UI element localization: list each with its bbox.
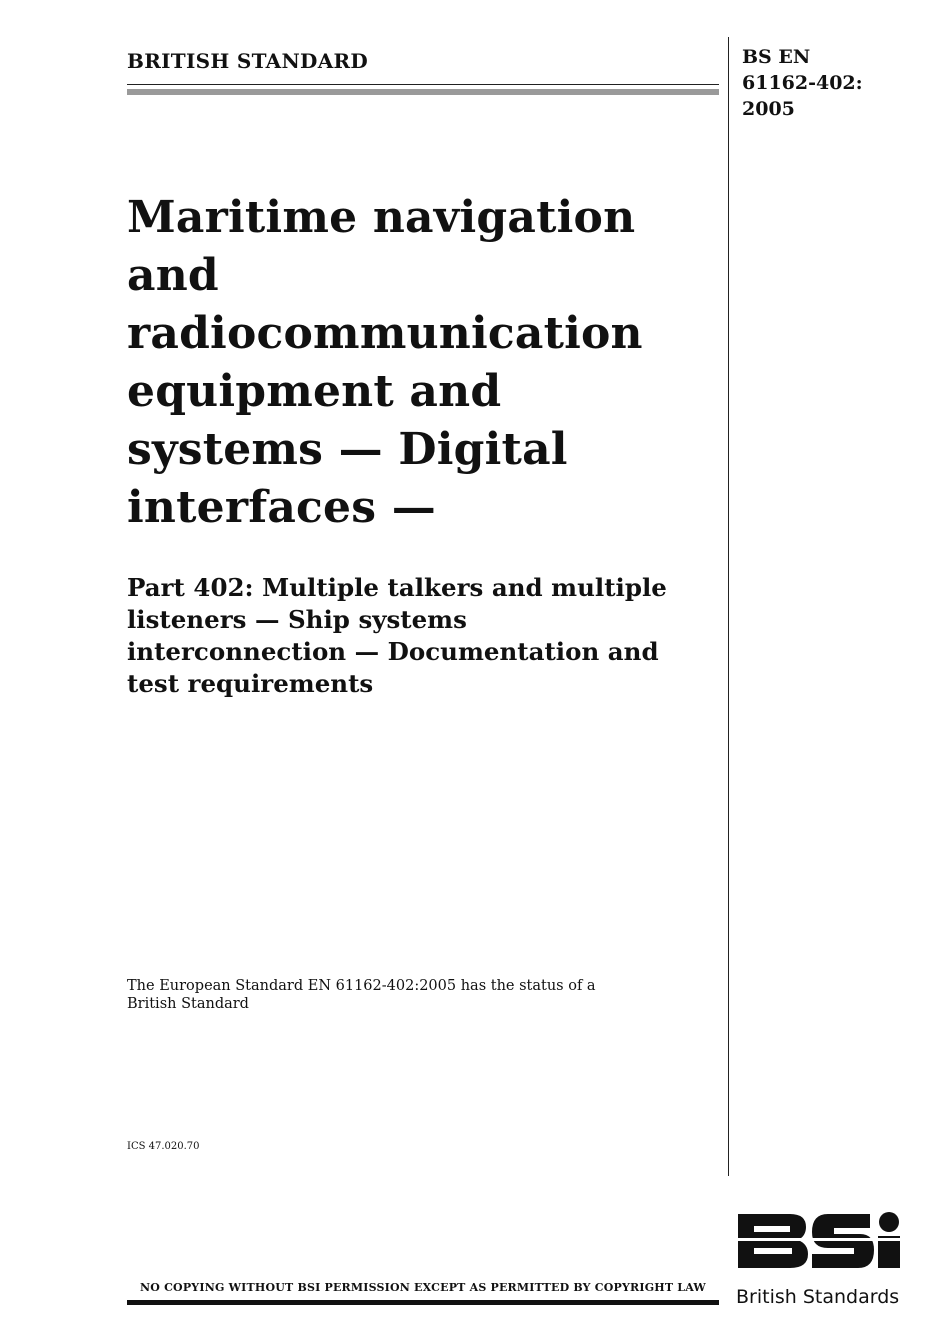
subtitle-line: Part 402: Multiple talkers and multiple bbox=[127, 573, 667, 602]
subtitle-line: interconnection — Documentation and bbox=[127, 637, 659, 666]
standard-number-line: BS EN bbox=[742, 46, 811, 68]
column-divider bbox=[728, 37, 729, 1176]
bsi-logo-caption: British Standards bbox=[736, 1286, 900, 1308]
document-subtitle bbox=[127, 572, 725, 700]
subtitle-line: test requirements bbox=[127, 669, 374, 698]
standard-number-line: 2005 bbox=[742, 98, 795, 120]
logo-dot-icon bbox=[879, 1212, 899, 1232]
title-line: equipment and bbox=[127, 366, 502, 417]
header-rule-thin bbox=[127, 84, 719, 85]
footer-rule bbox=[127, 1300, 719, 1305]
ics-code: ICS 47.020.70 bbox=[127, 1141, 200, 1152]
document-title bbox=[127, 189, 717, 537]
title-line: and bbox=[127, 250, 219, 301]
status-note bbox=[127, 977, 687, 1013]
header-rule-thick bbox=[127, 89, 719, 95]
status-note-line: The European Standard EN 61162-402:2005 has the status of a bbox=[127, 978, 596, 994]
copyright-notice: NO COPYING WITHOUT BSI PERMISSION EXCEPT AS PERMITTED BY COPYRIGHT LAW bbox=[140, 1281, 706, 1294]
title-line: Maritime navigation bbox=[127, 192, 636, 243]
title-line: radiocommunication bbox=[127, 308, 643, 359]
bsi-logo bbox=[736, 1210, 904, 1272]
standard-number-line: 61162-402: bbox=[742, 72, 863, 94]
standard-number bbox=[742, 44, 932, 122]
title-line: systems — Digital bbox=[127, 424, 568, 475]
status-note-line: British Standard bbox=[127, 996, 249, 1012]
document-type-label: BRITISH STANDARD bbox=[127, 49, 369, 73]
subtitle-line: listeners — Ship systems bbox=[127, 605, 467, 634]
title-line: interfaces — bbox=[127, 482, 436, 533]
